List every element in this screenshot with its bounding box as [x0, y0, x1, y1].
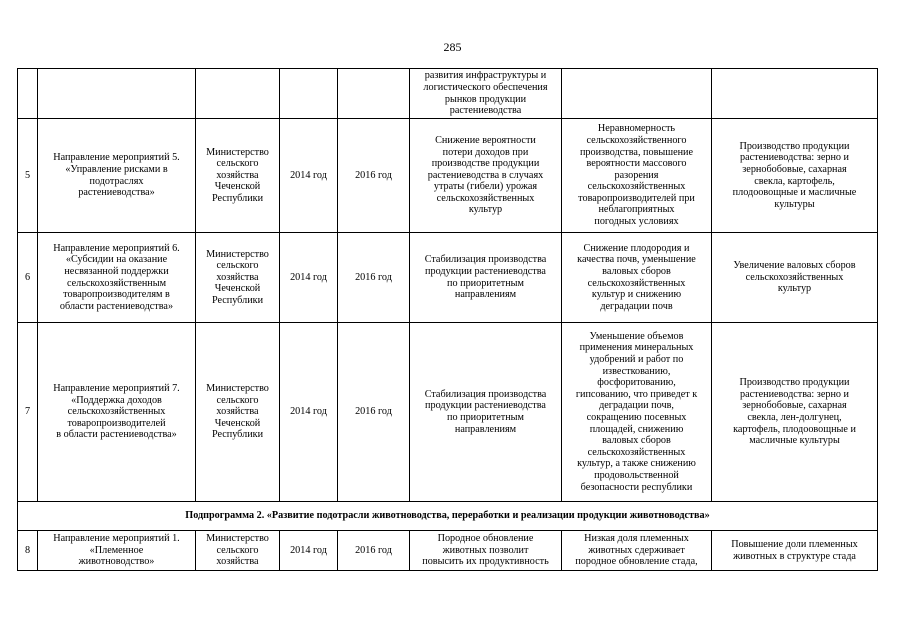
table-row	[18, 69, 878, 119]
direction-cell: Направление мероприятий 7. «Поддержка доходов сельскохозяйственных товаропроизводителей в области растениеводства»	[38, 323, 196, 502]
table-row	[18, 119, 878, 233]
executor-cell	[196, 69, 280, 119]
row-number: 7	[18, 323, 38, 502]
direction-cell: Направление мероприятий 6. «Субсидии на оказание несвязанной поддержки сельскохозяйственным товаропроизводителям в области растениеводства»	[38, 233, 196, 323]
indicators-cell: Производство продукции растениеводства: зерно и зернобобовые, сахарная свекла, лен-долгунец, картофель, плодоовощные и масличные культуры	[712, 323, 878, 502]
row-number	[18, 69, 38, 119]
row-number: 6	[18, 233, 38, 323]
table-row	[18, 531, 878, 571]
program-table	[17, 68, 878, 571]
executor-cell: Министерство сельского хозяйства Чеченской Республики	[196, 119, 280, 233]
table-row	[18, 233, 878, 323]
direction-cell	[38, 69, 196, 119]
start-year-cell	[280, 69, 338, 119]
indicators-cell	[712, 69, 878, 119]
indicators-cell: Производство продукции растениеводства: зерно и зернобобовые, сахарная свекла, картофель, плодоовощные и масличные культуры	[712, 119, 878, 233]
risks-cell: Низкая доля племенных животных сдерживает породное обновление стада,	[562, 531, 712, 571]
result-cell: Стабилизация производства продукции растениеводства по приоритетным направлениям	[410, 323, 562, 502]
start-year-cell: 2014 год	[280, 233, 338, 323]
indicators-cell: Увеличение валовых сборов сельскохозяйственных культур	[712, 233, 878, 323]
result-cell: развития инфраструктуры и логистического обеспечения рынков продукции растениеводства	[410, 69, 562, 119]
end-year-cell	[338, 69, 410, 119]
table-row	[18, 323, 878, 502]
executor-cell: Министерство сельского хозяйства Чеченской Республики	[196, 323, 280, 502]
end-year-cell: 2016 год	[338, 323, 410, 502]
direction-cell: Направление мероприятий 1. «Племенное животноводство»	[38, 531, 196, 571]
indicators-cell: Повышение доли племенных животных в структуре стада	[712, 531, 878, 571]
result-cell: Стабилизация производства продукции растениеводства по приоритетным направлениям	[410, 233, 562, 323]
subprogram-title: Подпрограмма 2. «Развитие подотрасли животноводства, переработки и реализации продукции животноводства»	[18, 502, 878, 531]
risks-cell	[562, 69, 712, 119]
end-year-cell: 2016 год	[338, 119, 410, 233]
start-year-cell: 2014 год	[280, 323, 338, 502]
result-cell: Породное обновление животных позволит повысить их продуктивность	[410, 531, 562, 571]
subprogram-header-row	[18, 502, 878, 531]
start-year-cell: 2014 год	[280, 119, 338, 233]
executor-cell: Министерство сельского хозяйства	[196, 531, 280, 571]
page-number: 285	[443, 40, 462, 54]
row-number: 8	[18, 531, 38, 571]
executor-cell: Министерство сельского хозяйства Чеченской Республики	[196, 233, 280, 323]
direction-cell: Направление мероприятий 5. «Управление рисками в подотраслях растениеводства»	[38, 119, 196, 233]
risks-cell: Неравномерность сельскохозяйственного производства, повышение вероятности массового разорения сельскохозяйственных товаропроизводителей при неблагоприятных погодных условиях	[562, 119, 712, 233]
start-year-cell: 2014 год	[280, 531, 338, 571]
risks-cell: Снижение плодородия и качества почв, уменьшение валовых сборов сельскохозяйственных культур и снижению деградации почв	[562, 233, 712, 323]
result-cell: Снижение вероятности потери доходов при производстве продукции растениеводства в случаях утраты (гибели) урожая сельскохозяйственных культур	[410, 119, 562, 233]
risks-cell: Уменьшение объемов применения минеральных удобрений и работ по известкованию, фосфоритованию, гипсованию, что приведет к деградации почв, сокращению посевных площадей, снижению валовых сборов сельскохозяйственных культур, а также снижению продовольственной безопасности республики	[562, 323, 712, 502]
end-year-cell: 2016 год	[338, 233, 410, 323]
row-number: 5	[18, 119, 38, 233]
end-year-cell: 2016 год	[338, 531, 410, 571]
